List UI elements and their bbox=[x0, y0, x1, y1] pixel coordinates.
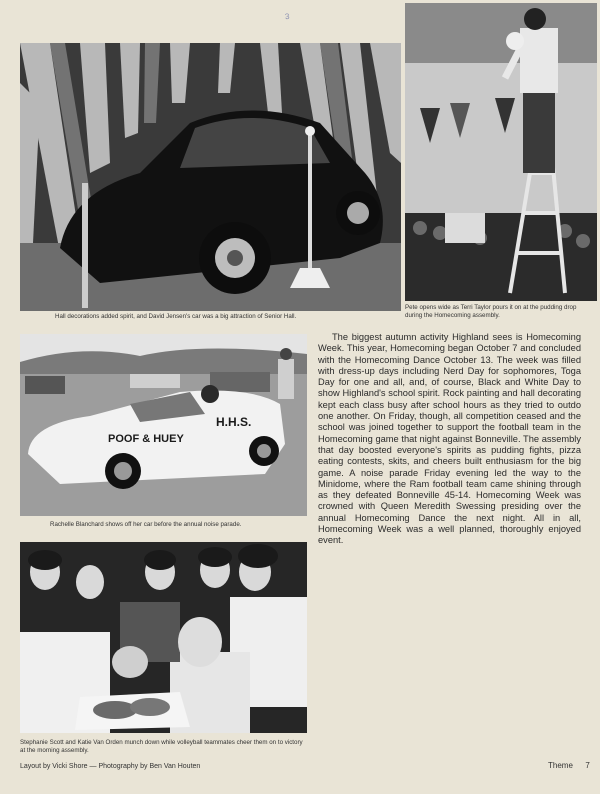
footer-page-label bbox=[548, 761, 590, 770]
pencil-annotation: 3 bbox=[284, 11, 290, 22]
photo-pudding-drop bbox=[405, 3, 597, 301]
photo-pizza-contest bbox=[20, 542, 307, 733]
footer-credits: Layout by Vicki Shore — Photography by Ben Van Houten bbox=[20, 763, 201, 770]
page-number: 7 bbox=[585, 761, 590, 770]
photo-car-hall bbox=[20, 43, 401, 311]
car-hall-image bbox=[20, 43, 401, 311]
article-body: The biggest autumn activity Highland sees is Homecoming Week. This year, Homecoming began October 7 and concluded with the Homecoming Dance October 13. The week was filled with dress-up days including Nerd Day for sophomores, Toga Day for one and all, and, of course, Black and White Day to show Highland's school spirit. Rock painting and hall decorating kept each class busy after school hours as they tried to outdo one another. On Friday, though, all competition ceased and the school was joined together to support the football team in the Homecoming game that night against Bonneville. The assembly that day boosted everyone's spirits as pudding fights, pizza eating contests, skits, and cheers built enthusiasm for the big game. A noise parade Friday evening led the way to the Minidome, where the Ram football team came shining through as they defeated Bonneville 45-14. Homecoming Week was crowned with Queen Meredith Swessing presiding over the annual Homecoming Dance the next night. All in all, Homecoming Week was a well planned, thoroughly enjoyed event. bbox=[318, 332, 581, 546]
pudding-drop-image bbox=[405, 3, 597, 301]
photo-parade-car bbox=[20, 334, 307, 516]
pizza-contest-image bbox=[20, 542, 307, 733]
caption-car-hall: Hall decorations added spirit, and David Jensen's car was a big attraction of Senior Hall. bbox=[55, 313, 297, 320]
parade-car-image bbox=[20, 334, 307, 516]
caption-parade-car: Rachelle Blanchard shows off her car before the annual noise parade. bbox=[50, 521, 242, 528]
footer-section: Theme bbox=[548, 761, 573, 770]
caption-pizza-contest: Stephanie Scott and Katie Van Orden munch down while volleyball teammates cheer them on to victory at the morning assembly. bbox=[20, 739, 303, 754]
caption-pudding-drop: Pete opens wide as Terri Taylor pours it on at the pudding drop during the Homecoming assembly. bbox=[405, 304, 577, 319]
parade-car-text-right: H.H.S. bbox=[216, 415, 252, 429]
parade-car-text-left: POOF & HUEY bbox=[108, 433, 184, 445]
